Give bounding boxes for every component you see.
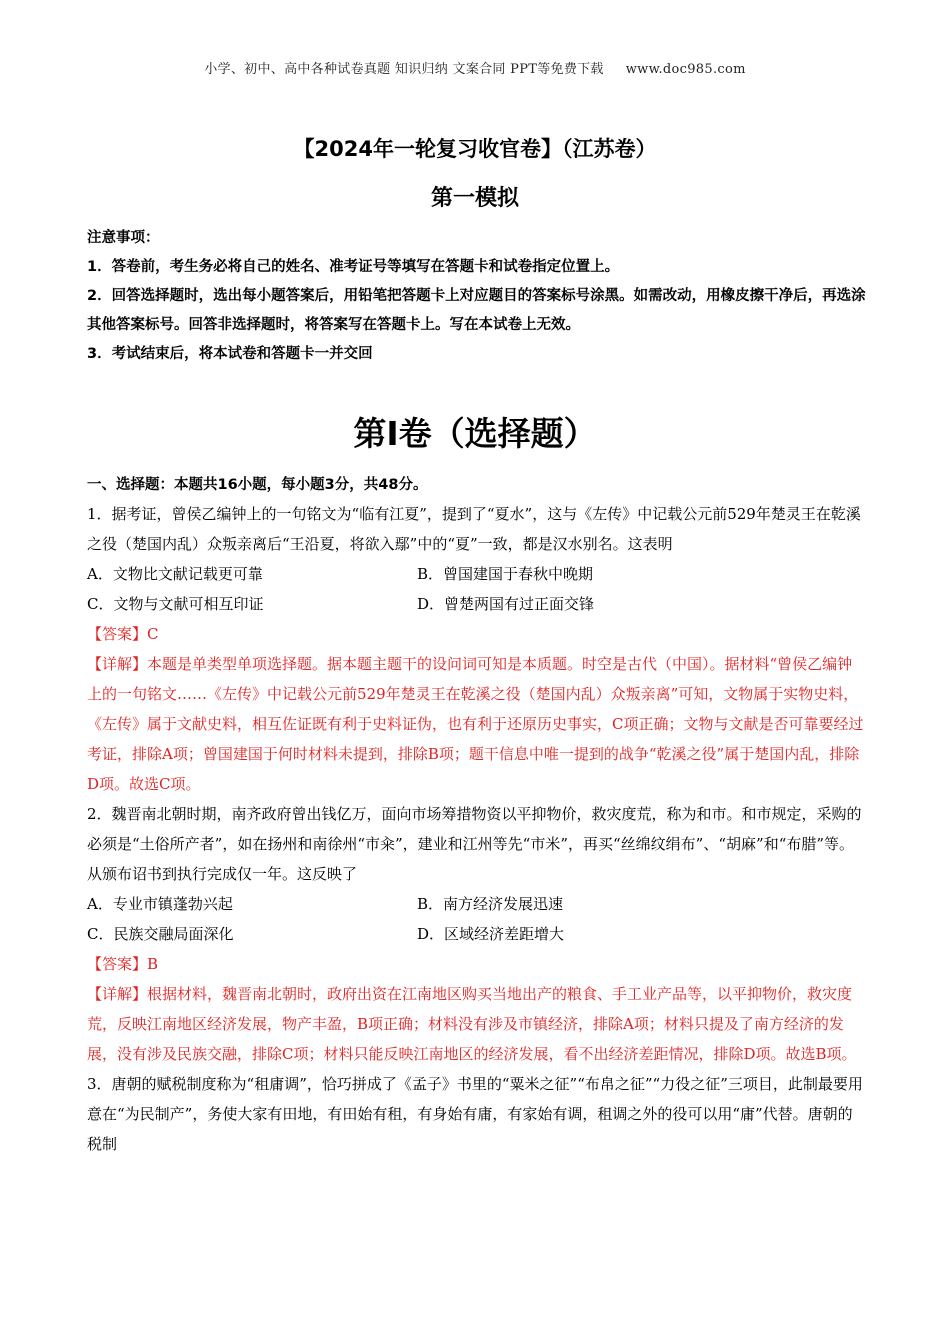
option-a: A．专业市镇蓬勃兴起 [87,895,233,913]
option-d: D．曾楚两国有过正面交锋 [417,595,595,613]
question-stem: 1．据考证，曾侯乙编钟上的一句铭文为“临有江夏”，提到了“夏水”，这与《左传》中记载公元前529年楚灵王在乾溪之役（楚国内乱）众叛亲离后“王沿夏，将欲入鄢”中的“夏”一致，都是汉水别名。这表明 [87,505,861,553]
exam-title: 【2024年一轮复习收官卷】（江苏卷） [293,137,657,161]
notes-section [87,224,877,369]
option-c: C．民族交融局面深化 [87,925,234,943]
exam-subtitle: 第一模拟 [430,186,519,211]
option-d: D．区域经济差距增大 [417,925,565,943]
notes-heading: 注意事项： [87,230,160,246]
note-item: 1．答卷前，考生务必将自己的姓名、准考证号等填写在答题卡和试卷指定位置上。 [87,259,620,275]
note-item: 2．回答选择题时，选出每小题答案后，用铅笔把答题卡上对应题目的答案标号涂黑。如需改动，用橡皮擦干净后，再选涂其他答案标号。回答非选择题时，将答案写在答题卡上。写在本试卷上无效。 [87,288,866,333]
section-heading: 一、选择题：本题共16小题，每小题3分，共48分。 [87,477,428,493]
option-a: A．文物比文献记载更可靠 [87,565,263,583]
option-c: C．文物与文献可相互印证 [87,595,264,613]
options-group [87,559,867,619]
page-header [0,58,950,77]
questions-content [87,499,867,1159]
header-text: 小学、初中、高中各种试卷真题 知识归纳 文案合同 PPT等免费下载 [204,62,604,77]
explanation-text: 【详解】本题是单类型单项选择题。据本题主题干的设问词可知是本质题。时空是古代（中国）。据材料“曾侯乙编钟上的一句铭文……《左传》中记载公元前529年楚灵王在乾溪之役（楚国内乱）众叛亲离”可知，文物属于实物史料，《左传》属于文献史料，相互佐证既有利于史料证伪，也有利于还原历史事实，C项正确；文物与文献是否可靠要经过考证，排除A项；曾国建国于何时材料未提到，排除B项；题干信息中唯一提到的战争“乾溪之役”属于楚国内乱，排除D项。故选C项。 [87,655,864,793]
option-b: B．南方经济发展迅速 [417,895,564,913]
explanation-text: 【详解】根据材料，魏晋南北朝时，政府出资在江南地区购买当地出产的粮食、手工业产品等，以平抑物价，救灾度荒，反映江南地区经济发展，物产丰盈，B项正确；材料没有涉及市镇经济，排除A项；材料只提及了南方经济的发展，没有涉及民族交融，排除C项；材料只能反映江南地区的经济发展，看不出经济差距情况，排除D项。故选B项。 [87,985,857,1063]
answer-text: 【答案】C [87,625,159,643]
question-stem: 3．唐朝的赋税制度称为“租庸调”，恰巧拼成了《孟子》书里的“粟米之征”“布帛之征”“力役之征”三项目，此制最要用意在“为民制产”，务使大家有田地，有田始有租，有身始有庸，有家始有调，租调之外的役可以用“庸”代替。唐朝的税制 [87,1075,863,1153]
options-group [87,889,867,949]
question-stem: 2．魏晋南北朝时期，南齐政府曾出钱亿万，面向市场筹措物资以平抑物价，救灾度荒，称为和市。和市规定，采购的必须是“土俗所产者”，如在扬州和南徐州“市籴”，建业和江州等先“市米”，再买“丝绵纹绢布”、“胡麻”和“布腊”等。从颁布诏书到执行完成仅一年。这反映了 [87,805,862,883]
option-b: B．曾国建国于春秋中晚期 [417,565,594,583]
part-title: 第I卷（选择题） [353,414,597,453]
note-item: 3．考试结束后，将本试卷和答题卡一并交回 [87,346,373,362]
header-site-link[interactable]: www.doc985.com [625,62,746,77]
answer-text: 【答案】B [87,955,159,973]
